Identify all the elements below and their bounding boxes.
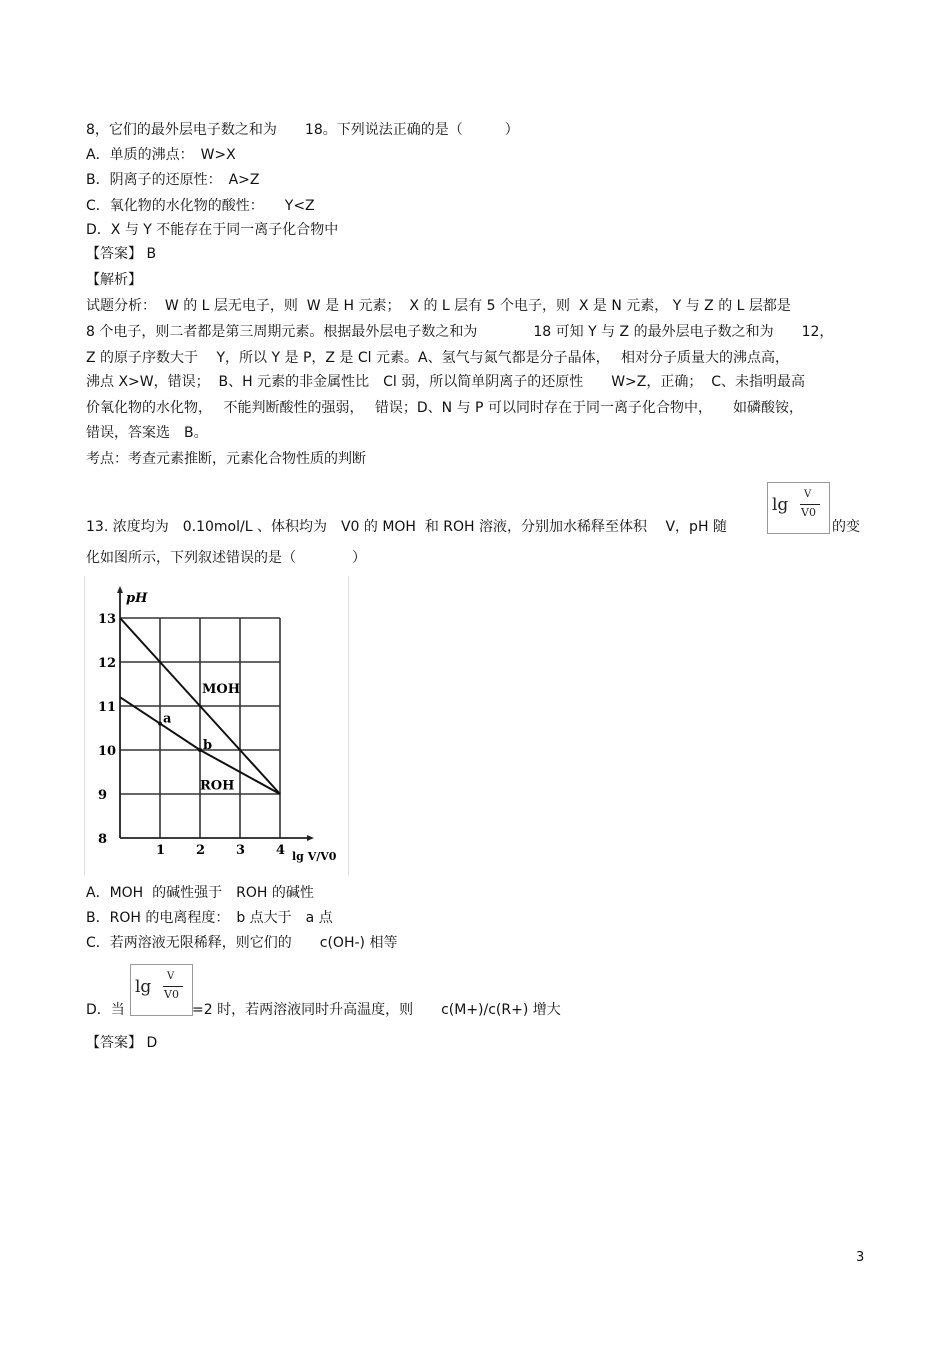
x-tick-label: 2 (196, 843, 206, 858)
x-axis-label: lg V/V0 (292, 850, 337, 863)
series-label: MOH (202, 681, 240, 697)
q8-analysis-line: 价氧化物的水化物， 不能判断酸性的强弱， 错误；D、N 与 P 可以同时存在于同一离子化合物中， 如磷酸铵， (86, 400, 803, 416)
x-axis-arrow (307, 835, 314, 841)
q13-option-b: B．ROH 的电离程度： b 点大于 a 点 (86, 910, 333, 926)
formula-numerator: V (804, 489, 812, 500)
y-tick-label: 12 (98, 656, 117, 671)
q13-stem-tail: 的变 (832, 519, 860, 535)
x-tick-label: 3 (236, 843, 246, 858)
y-axis-label: pH (126, 591, 148, 606)
formula-denominator: V0 (164, 988, 179, 1001)
formula-lg: lg (135, 977, 152, 997)
q8-analysis-line: 8 个电子，则二者都是第三周期元素。根据最外层电子数之和为 18 可知 Y 与 Z 的最外层电子数之和为 12， (86, 324, 834, 340)
q13-option-d-suffix: =2 时，若两溶液同时升高温度，则 c(M+)/c(R+) 增大 (192, 1002, 561, 1018)
q8-answer: 【答案】 B (86, 246, 157, 262)
y-tick-label: 8 (98, 832, 108, 847)
fraction-bar (800, 504, 820, 505)
series-label: ROH (200, 778, 235, 794)
q8-analysis-line: 沸点 X>W，错误； B、H 元素的非金属性比 Cl 弱，所以简单阴离子的还原性 W>Z，正确； C、未指明最高 (86, 374, 806, 390)
point-label: b (203, 738, 213, 753)
y-tick-label: 13 (98, 612, 117, 627)
q13-option-d-prefix: D．当 (86, 1002, 125, 1018)
data-point (198, 748, 202, 752)
q13-answer: 【答案】 D (86, 1035, 158, 1051)
q8-stem-end: 8，它们的最外层电子数之和为 18。下列说法正确的是（ ） (86, 122, 519, 138)
q13-option-c: C．若两溶液无限稀释，则它们的 c(OH-) 相等 (86, 935, 398, 951)
q13-stem-line1: 13. 浓度均为 0.10mol/L 、体积均为 V0 的 MOH 和 ROH 溶液，分别加水稀释至体积 V，pH 随 (86, 519, 727, 535)
fraction-bar (163, 986, 183, 987)
x-tick-label: 1 (156, 843, 166, 858)
data-point (158, 722, 162, 726)
ph-dilution-chart (84, 576, 349, 876)
lg-v-over-v0-formula (767, 482, 830, 534)
y-tick-label: 11 (98, 700, 117, 715)
q8-analysis-line: Z 的原子序数大于 Y，所以 Y 是 P，Z 是 Cl 元素。A、氢气与氮气都是分子晶体， 相对分子质量大的沸点高， (86, 350, 790, 366)
q8-analysis-line: 错误，答案选 B。 (86, 425, 208, 441)
y-tick-label: 10 (98, 744, 117, 759)
q13-stem-line2: 化如图所示，下列叙述错误的是（ ） (86, 550, 366, 566)
formula-denominator: V0 (801, 506, 816, 519)
q8-option-c: C．氧化物的水化物的酸性： Y<Z (86, 198, 315, 214)
lg-v-over-v0-formula (130, 964, 193, 1016)
page-number: 3 (856, 1250, 865, 1265)
q8-option-d: D．X 与 Y 不能存在于同一离子化合物中 (86, 222, 339, 238)
chart-svg (85, 576, 348, 876)
y-axis-arrow (117, 586, 123, 593)
formula-numerator: V (167, 971, 175, 982)
formula-lg: lg (772, 495, 789, 515)
q8-kaodian: 考点：考查元素推断，元素化合物性质的判断 (86, 451, 366, 467)
point-label: a (163, 711, 172, 727)
q8-analysis-line: 试题分析： W 的 L 层无电子，则 W 是 H 元素； X 的 L 层有 5 个电子，则 X 是 N 元素， Y 与 Z 的 L 层都是 (86, 298, 791, 314)
q8-option-b: B．阴离子的还原性： A>Z (86, 172, 260, 188)
q8-option-a: A．单质的沸点： W>X (86, 147, 236, 163)
q13-option-a: A．MOH 的碱性强于 ROH 的碱性 (86, 885, 314, 901)
y-tick-label: 9 (98, 788, 108, 803)
x-tick-label: 4 (276, 843, 286, 858)
q8-analysis-title: 【解析】 (86, 272, 142, 288)
